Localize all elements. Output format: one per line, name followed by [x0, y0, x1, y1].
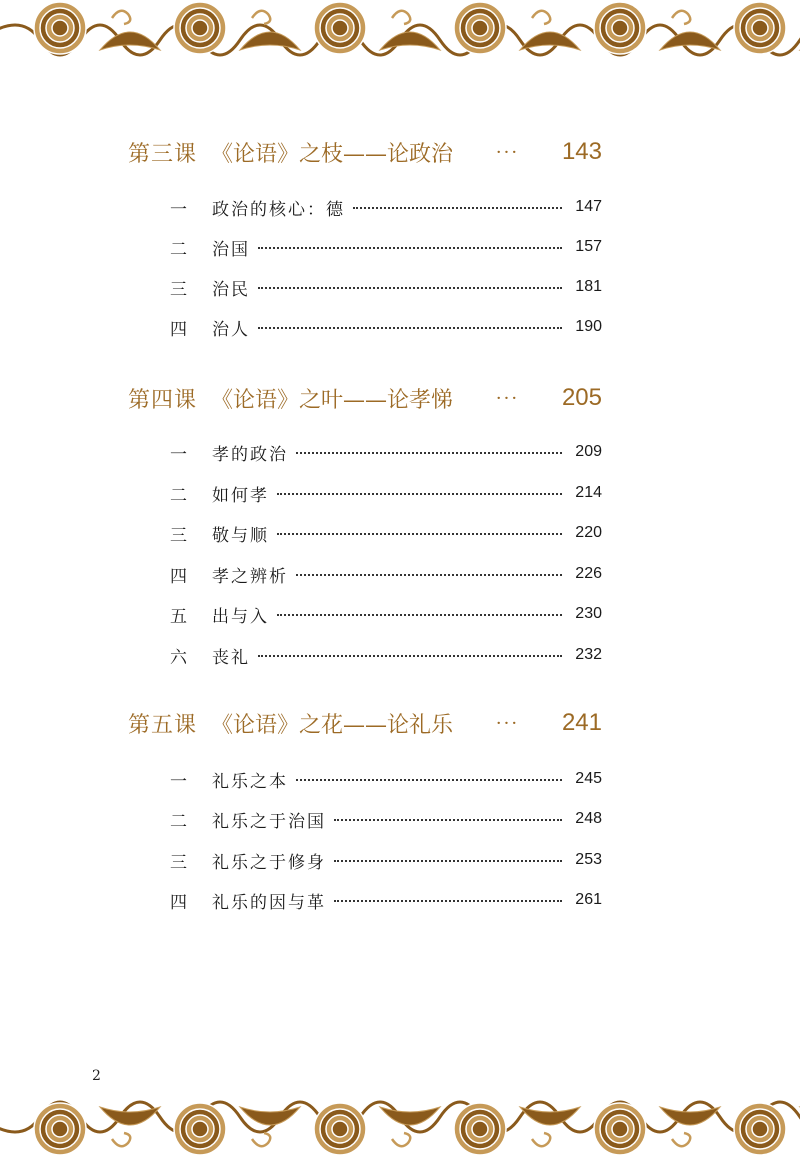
entry-page: 190 [575, 318, 602, 335]
entry-index: 三 [170, 279, 187, 300]
entry-index: 二 [170, 239, 187, 260]
toc-entry[interactable] [170, 194, 602, 220]
chapter-page: 143 [561, 138, 602, 165]
entry-index: 五 [170, 606, 187, 627]
entry-index: 三 [170, 852, 187, 873]
curl-icon [392, 1133, 410, 1146]
leaf-icon [100, 1107, 160, 1125]
entry-label: 治民 [212, 279, 250, 300]
entry-page: 230 [575, 605, 602, 622]
peony-icon [594, 1103, 646, 1155]
entry-page: 147 [575, 198, 602, 215]
entry-index: 二 [170, 811, 187, 832]
chapter-heading[interactable] [128, 705, 602, 741]
entry-label: 出与入 [212, 606, 269, 627]
toc-entry[interactable] [170, 642, 602, 668]
peony-icon [34, 1103, 86, 1155]
curl-icon [532, 1133, 550, 1146]
dot-leader [334, 887, 566, 913]
entry-label: 政治的核心：德 [212, 199, 345, 220]
chapter-title: 《论语》之叶——论孝悌 [211, 387, 454, 413]
dot-leader [296, 561, 566, 587]
dot-leader [334, 806, 566, 832]
dot-leader [277, 601, 566, 627]
curl-icon [252, 1133, 270, 1146]
toc-entry[interactable] [170, 520, 602, 546]
chapter-leader: ··· [495, 141, 520, 163]
leaf-icon [240, 1107, 300, 1125]
dot-leader [277, 520, 566, 546]
entry-label: 敬与顺 [212, 525, 269, 546]
chapter-heading[interactable] [128, 380, 602, 416]
toc-entry[interactable] [170, 561, 602, 587]
leaf-icon [520, 1107, 580, 1125]
leaf-icon [380, 1107, 440, 1125]
curl-icon [112, 1133, 130, 1146]
entry-index: 一 [170, 444, 187, 465]
toc-entry[interactable] [170, 234, 602, 260]
entry-page: 248 [575, 810, 602, 827]
toc-entry[interactable] [170, 274, 602, 300]
entry-page: 220 [575, 524, 602, 541]
chapter-page: 241 [561, 709, 602, 736]
entry-index: 四 [170, 566, 187, 587]
entry-label: 孝的政治 [212, 444, 288, 465]
curl-icon [672, 1133, 690, 1146]
entry-label: 如何孝 [212, 485, 269, 506]
dot-leader [258, 642, 566, 668]
entry-label: 礼乐之本 [212, 771, 288, 792]
entry-page: 181 [575, 278, 602, 295]
entry-index: 一 [170, 199, 187, 220]
entry-page: 245 [575, 770, 602, 787]
entry-label: 丧礼 [212, 647, 250, 668]
entry-label: 治国 [212, 239, 250, 260]
toc-entry[interactable] [170, 887, 602, 913]
entry-label: 治人 [212, 319, 250, 340]
entry-page: 209 [575, 443, 602, 460]
dot-leader [258, 314, 566, 340]
peony-icon [314, 1103, 366, 1155]
entry-index: 四 [170, 319, 187, 340]
chapter-leader: ··· [495, 387, 520, 409]
entry-index: 六 [170, 647, 187, 668]
chapter-title: 《论语》之枝——论政治 [211, 141, 454, 167]
chapter-number: 第三课 [128, 141, 198, 167]
entry-page: 261 [575, 891, 602, 908]
toc-entry[interactable] [170, 806, 602, 832]
entry-index: 四 [170, 892, 187, 913]
chapter-title: 《论语》之花——论礼乐 [211, 712, 454, 738]
entry-label: 孝之辨析 [212, 566, 288, 587]
peony-icon [734, 1103, 786, 1155]
page-number: 2 [92, 1068, 101, 1084]
entry-label: 礼乐之于修身 [212, 852, 326, 873]
chapter-number: 第四课 [128, 387, 198, 413]
toc-entry[interactable] [170, 601, 602, 627]
dot-leader [296, 766, 566, 792]
peony-icon [454, 1103, 506, 1155]
entry-label: 礼乐之于治国 [212, 811, 326, 832]
entry-index: 一 [170, 771, 187, 792]
chapter-number: 第五课 [128, 712, 198, 738]
entry-index: 二 [170, 485, 187, 506]
chapter-page: 205 [561, 384, 602, 411]
entry-page: 232 [575, 646, 602, 663]
chapter-leader: ··· [495, 712, 520, 734]
dot-leader [258, 274, 566, 300]
toc-entry[interactable] [170, 439, 602, 465]
toc-entry[interactable] [170, 480, 602, 506]
dot-leader [296, 439, 566, 465]
leaf-icon [660, 1107, 720, 1125]
dot-leader [258, 234, 566, 260]
peony-icon [174, 1103, 226, 1155]
floral-border-icon [0, 1087, 800, 1157]
ornament-group [0, 1102, 800, 1155]
entry-page: 214 [575, 484, 602, 501]
entry-page: 226 [575, 565, 602, 582]
toc-entry[interactable] [170, 314, 602, 340]
entry-index: 三 [170, 525, 187, 546]
bottom-floral-border [0, 1087, 800, 1157]
entry-label: 礼乐的因与革 [212, 892, 326, 913]
entry-page: 157 [575, 238, 602, 255]
toc-entry[interactable] [170, 766, 602, 792]
toc-entry[interactable] [170, 847, 602, 873]
dot-leader [277, 480, 566, 506]
dot-leader [334, 847, 566, 873]
dot-leader [353, 194, 566, 220]
entry-page: 253 [575, 851, 602, 868]
chapter-heading[interactable] [128, 134, 602, 170]
